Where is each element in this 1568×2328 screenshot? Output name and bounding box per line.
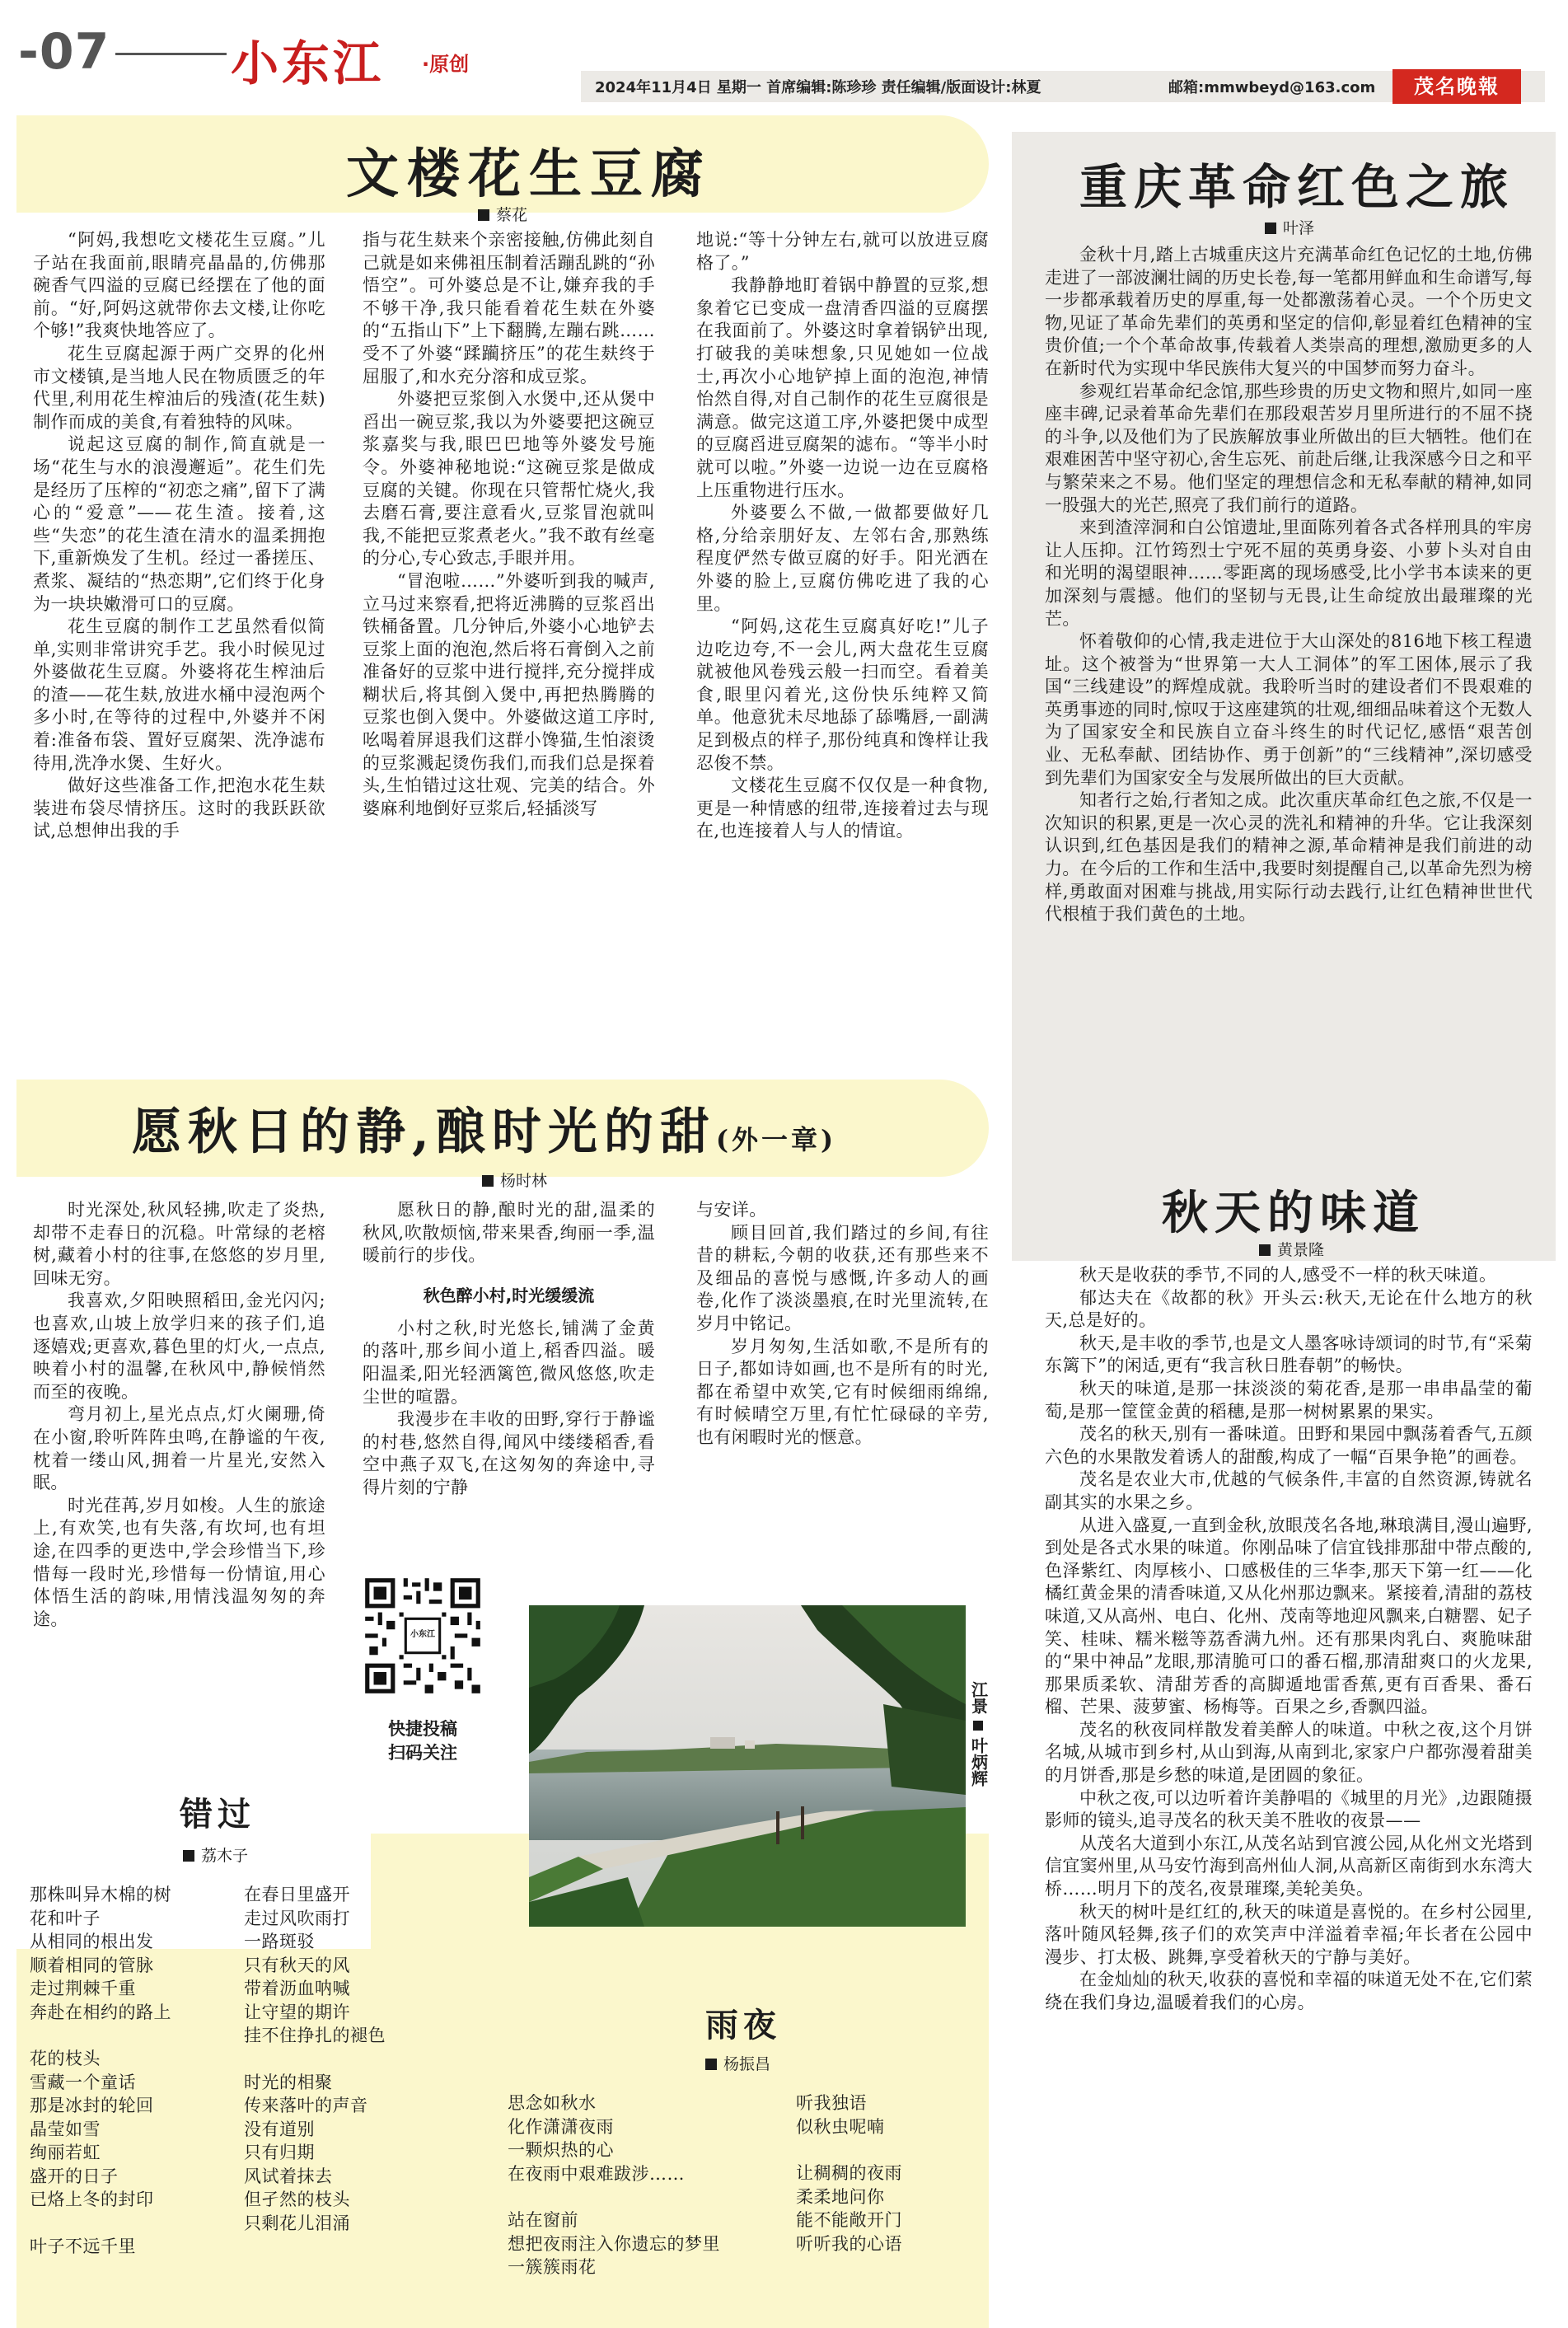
qr-line1: 快捷投稿 — [388, 1719, 457, 1739]
poem-line: 那是冰封的轮回 — [30, 2096, 154, 2115]
stanza-gap — [508, 2185, 779, 2209]
poem-line: 只有归期 — [244, 2143, 315, 2162]
art4-para: 在金灿灿的秋天,收获的喜悦和幸福的味道无处不在,它们萦绕在我们身边,温暖着我们的心房。 — [1045, 1970, 1533, 2012]
poem-line: 只剩花儿泪涌 — [244, 2213, 350, 2233]
art3-para: 愿秋日的静,酿时光的甜,温柔的秋风,吹散烦恼,带来果香,绚丽一季,温暖前行的步伐。 — [363, 1200, 655, 1266]
stanza-gap — [244, 2048, 450, 2071]
art4-para: 茂名的秋夜同样散发着美醉人的味道。中秋之夜,这个月饼名城,从城市到乡村,从山到海,从南到北,家家户户都弥漫着甜美的月饼香,那是乡愁的味道,是团圆的象征。 — [1045, 1719, 1533, 1786]
poem-line: 时光的相聚 — [244, 2072, 333, 2092]
art4-para: 秋天,是丰收的季节,也是文人墨客咏诗颂词的时节,有“采菊东篱下”的闲适,更有“我言秋日胜春朝”的畅快。 — [1045, 1333, 1533, 1376]
art4-para: 秋天的树叶是红红的,秋天的味道是喜悦的。在乡村公园里,落叶随风轻舞,孩子们的欢笑声中洋溢着幸福;年长者在公园中漫步、打太极、跳舞,享受着秋天的宁静与美好。 — [1045, 1901, 1533, 1967]
poem-line: 能不能敞开门 — [796, 2210, 902, 2230]
poem-line: 花和叶子 — [30, 1908, 101, 1928]
landscape-photo — [529, 1605, 966, 1927]
poem-line: 奔赴在相约的路上 — [30, 2002, 171, 2022]
art1-para: 外婆把豆浆倒入水煲中,还从煲中舀出一碗豆浆,我以为外婆要把这碗豆浆嘉奖与我,眼巴巴地等外婆发号施令。外婆神秘地说:“这碗豆浆是做成豆腐的关键。你现在只管帮忙烧火,我去磨石膏,要注意看火,豆浆冒泡就叫我,不能把豆浆煮老火。”我不敢有丝毫的分心,专心致志,手眼并用。 — [363, 389, 655, 569]
art6-author-name: 杨振昌 — [723, 2055, 771, 2073]
art4-para: 从茂名大道到小东江,从茂名站到官渡公园,从化州文光塔到信宜窦州里,从马安竹海到高州仙人洞,从高新区南街到水东湾大桥……明月下的茂名,夜景璀璨,美轮美奂。 — [1045, 1833, 1533, 1899]
art4-para: 郁达夫在《故都的秋》开头云:秋天,无论在什么地方的秋天,总是好的。 — [1045, 1287, 1533, 1331]
art6-col-b — [796, 2091, 985, 2255]
poem-line: 但孑然的枝头 — [244, 2190, 350, 2209]
art1-para: 说起这豆腐的制作,简直就是一场“花生与水的浪漫邂逅”。花生们先是经历了压榨的“初恋之痛”,留下了满心的“爱意”——花生渣。接着,这些“失恋”的花生渣在清水的温柔拥抱下,重新焕发了生机。经过一番搓压、煮浆、凝结的“热恋期”,它们终于化身为一块块嫩滑可口的豆腐。 — [33, 434, 325, 614]
art1-para: 做好这些准备工作,把泡水花生麸装进布袋尽情挤压。这时的我跃跃欲试,总想伸出我的手 — [33, 775, 325, 841]
art1-col1 — [33, 229, 325, 843]
art4-author — [1259, 1238, 1324, 1260]
photo-author: 叶炳辉 — [968, 1737, 989, 1787]
art2-author — [1265, 216, 1314, 238]
header-info-text: 2024年11月4日 星期一 首席编辑:陈珍珍 责任编辑/版面设计:林夏 — [595, 79, 1041, 96]
poem-line: 叶子不远千里 — [30, 2236, 136, 2256]
art3-para: 与安详。 — [696, 1200, 767, 1220]
art3-para: 我喜欢,夕阳映照稻田,金光闪闪;也喜欢,山坡上放学归来的孩子们,追逐嬉戏;更喜欢,暮色里的灯火,一点点,映着小村的温馨,在秋风中,静候悄然而至的夜晚。 — [33, 1290, 325, 1402]
art1-para: “阿妈,我想吃文楼花生豆腐。”儿子站在我面前,眼睛亮晶晶的,仿佛那碗香气四溢的豆腐已经摆在了他的面前。“好,阿妈这就带你去文楼,让你吃个够!”我爽快地答应了。 — [33, 230, 325, 341]
art1-title: 文楼花生豆腐 — [346, 143, 712, 205]
art1-col3 — [696, 229, 989, 843]
art2-para: 参观红岩革命纪念馆,那些珍贵的历史文物和照片,如同一座座丰碑,记录着革命先辈们在那段艰苦岁月里所进行的不屈不挠的斗争,以及他们为了民族解放事业所做出的巨大牺牲。他们在艰难困苦中坚守初心,舍生忘死、前赴后继,让我深感今日之和平与繁荣来之不易。他们坚定的理想信念和无私奉献的精神,如同一股强大的光芒,照亮了我们前行的道路。 — [1045, 381, 1533, 515]
poem-line: 一路斑驳 — [244, 1932, 315, 1951]
poem-line: 传来落叶的声音 — [244, 2096, 368, 2115]
art3-para: 岁月匆匆,生活如歌,不是所有的日子,都如诗如画,也不是所有的时光,都在希望中欢笑,它有时候细雨绵绵,有时候晴空万里,有忙忙碌碌的辛劳,也有闲暇时光的惬意。 — [696, 1336, 989, 1447]
poem-line: 柔柔地问你 — [796, 2186, 885, 2207]
qr-center-label: 小东江 — [410, 1630, 435, 1639]
poem-line: 没有道别 — [244, 2119, 315, 2139]
poem-line: 顺着相同的管脉 — [30, 1955, 154, 1975]
art2-para: 怀着敬仰的心情,我走进位于大山深处的816地下核工程遗址。这个被誉为“世界第一大人工洞体”的军工困体,展示了我国“三线建设”的辉煌成就。我聆听当时的建设者们不畏艰难的英勇事迹的同时,惊叹于这座建筑的壮观,细细品味着这个无数人为了国家安全和民族自立奋斗终生的时代记忆,感悟“艰苦创业、无私奉献、团结协作、勇于创新”的“三线精神”,深切感受到先辈们为国家安全与发展所做出的巨大贡献。 — [1045, 631, 1533, 788]
poem-line: 晶莹如雪 — [30, 2119, 101, 2139]
poem-line: 一颗炽热的心 — [508, 2140, 614, 2160]
art4-para: 茂名是农业大市,优越的气候条件,丰富的自然资源,铸就名副其实的水果之乡。 — [1045, 1469, 1533, 1512]
poem-line: 风试着抹去 — [244, 2166, 333, 2186]
stanza-gap — [796, 2138, 985, 2162]
art3-subhead: 秋色醉小村,时光缓缓流 — [423, 1285, 595, 1305]
qr-line2: 扫码关注 — [388, 1743, 457, 1763]
art2-author-name: 叶泽 — [1283, 219, 1315, 237]
stanza-gap — [30, 2024, 236, 2047]
poem-line: 盛开的日子 — [30, 2166, 119, 2186]
art1-author — [478, 203, 527, 225]
art3-title-suffix: (外一章) — [715, 1124, 837, 1155]
art3-author — [482, 1169, 547, 1191]
page-number: -07 — [18, 23, 110, 81]
stanza-gap — [30, 2212, 236, 2235]
art2-para: 来到渣滓洞和白公馆遗址,里面陈列着各式各样刑具的牢房让人压抑。江竹筠烈士宁死不屈的英勇身姿、小萝卜头对自由和光明的渴望眼神……零距离的现场感受,比小学书本读来的更加深刻与震撼。他们的坚韧与无畏,让生命绽放出最璀璨的光芒。 — [1045, 518, 1533, 629]
poem-line: 走过风吹雨打 — [244, 1908, 350, 1928]
poem-line: 花的枝头 — [30, 2049, 101, 2068]
art4-para: 秋天是收获的季节,不同的人,感受不一样的秋天味道。 — [1079, 1265, 1497, 1285]
landscape-photo-graphic — [529, 1605, 966, 1927]
art3-para: 顾目回首,我们踏过的乡间,有往昔的耕耘,今朝的收获,还有那些来不及细品的喜悦与感慨,许多动人的画卷,化作了淡淡墨痕,在时光里流转,在岁月中铭记。 — [696, 1222, 989, 1333]
art4-body — [1045, 1264, 1533, 2015]
art5-author — [183, 1843, 248, 1866]
art3-para: 小村之秋,时光悠长,铺满了金黄的落叶,那乡间小道上,稻香四溢。暖阳温柔,阳光轻洒篱笆,微风悠悠,吹走尘世的喧嚣。 — [363, 1318, 655, 1407]
section-name — [231, 25, 384, 94]
photo-credit — [967, 1681, 989, 1787]
art3-col2 — [363, 1199, 655, 1500]
art1-para: 外婆要么不做,一做都要做好几格,分给亲朋好友、左邻右舍,那熟练程度俨然专做豆腐的好手。阳光洒在外婆的脸上,豆腐仿佛吃进了我的心里。 — [696, 503, 989, 614]
art3-title: 愿秋日的静,酿时光的甜 — [132, 1103, 716, 1161]
poem-line: 想把夜雨注入你遗忘的梦里 — [508, 2233, 720, 2254]
section-tag: ·原创 — [422, 53, 470, 76]
poem-line: 一簇簇雨花 — [508, 2257, 597, 2277]
poem-line: 思念如秋水 — [508, 2093, 597, 2113]
poem-line: 已烙上冬的封印 — [30, 2190, 154, 2209]
art4-para: 茂名的秋天,别有一番味道。田野和果园中飘荡着香气,五颜六色的水果散发着诱人的甜酸,构成了一幅“百果争艳”的画卷。 — [1045, 1424, 1533, 1467]
art1-author-name: 蔡花 — [496, 206, 528, 224]
art3-author-name: 杨时林 — [500, 1172, 548, 1190]
header-rule-left — [115, 53, 227, 55]
art3-para: 时光深处,秋风轻拂,吹走了炎热,却带不走春日的沉稳。叶常绿的老榕树,藏着小村的往事,在悠悠的岁月里,回味无穷。 — [33, 1200, 325, 1288]
art2-body — [1045, 244, 1533, 926]
poem-line: 在春日里盛开 — [244, 1885, 350, 1904]
art3-col1 — [33, 1199, 325, 1631]
poem-line: 让稠稠的夜雨 — [796, 2163, 902, 2183]
poem-line: 在夜雨中艰难跋涉…… — [508, 2163, 685, 2184]
art6-author — [705, 2052, 770, 2074]
art4-title: 秋天的味道 — [1162, 1186, 1425, 1240]
section-name-text: 小东江 — [231, 35, 385, 91]
art6-col-a — [508, 2091, 779, 2279]
header-email: 邮箱:mmwbeyd@163.com — [1168, 79, 1376, 96]
poem-line: 挂不住挣扎的褪色 — [244, 2026, 386, 2045]
art1-para: 地说:“等十分钟左右,就可以放进豆腐格了。” — [696, 230, 989, 273]
art1-para: “阿妈,这花生豆腐真好吃!”儿子边吃边夸,不一会儿,两大盘花生豆腐就被他风卷残云般一扫而空。看着美食,眼里闪着光,这份快乐纯粹又简单。他意犹未尽地舔了舔嘴唇,一副满足到极点的样子,那份纯真和馋样让我忍俊不禁。 — [696, 616, 989, 773]
poem-line: 绚丽若虹 — [30, 2143, 101, 2162]
art3-para: 时光荏苒,岁月如梭。人生的旅途上,有欢笑,也有失落,有坎坷,也有坦途,在四季的更迭中,学会珍惜当下,珍惜每一段时光,珍惜每一份情谊,用心体悟生活的韵味,用情浅温匆匆的奔途。 — [33, 1495, 325, 1629]
photo-caption: 江景 — [968, 1681, 989, 1714]
art4-para: 秋天的味道,是那一抹淡淡的菊花香,是那一串串晶莹的葡萄,是那一筐筐金黄的稻穗,是那一树树累累的果实。 — [1045, 1378, 1533, 1422]
art4-para: 从进入盛夏,一直到金秋,放眼茂名各地,琳琅满目,漫山遍野,到处是各式水果的味道。你刚品味了信宜钱排那甜中带点酸的,色泽紫红、肉厚核小、口感极佳的三华李,那天下第一红——化橘红黄金果的清香味道,又从化州那边飘来。紧接着,清甜的荔枝味道,又从高州、电白、化州、茂南等地迎风飘来,白糖罂、妃子笑、桂味、糯米糍等荔香满九州。还有那果肉乳白、爽脆味甜的“果中神品”龙眼,那清脆可口的番石榴,那清甜爽口的火龙果,那果质柔软、清甜芳香的高脚遁地雷香蕉,更有百香果、番石榴、芒果、菠萝蜜、杨梅等。百果之乡,香飘四溢。 — [1045, 1515, 1533, 1717]
poem-line: 只有秋天的风 — [244, 1955, 350, 1975]
poem-line: 从相同的根出发 — [30, 1932, 154, 1951]
qr-code[interactable] — [361, 1574, 484, 1698]
poem-line: 带着沥血呐喊 — [244, 1979, 350, 1998]
art1-para: 我静静地盯着锅中静置的豆浆,想象着它已变成一盘清香四溢的豆腐摆在我面前了。外婆这时拿着锅铲出现,打破我的美味想象,只见她如一位战士,再次小心地铲掉上面的泡泡,神情怡然自得,对自己制作的花生豆腐很是满意。做完这道工序,外婆把煲中成型的豆腐舀进豆腐架的滤布。“等半小时就可以啦。”外婆一边说一边在豆腐格上压重物进行压水。 — [696, 275, 989, 500]
art3-title-block — [132, 1093, 836, 1164]
qr-caption — [361, 1717, 484, 1765]
art5-title: 错过 — [180, 1795, 255, 1834]
poem-line: 那株叫异木棉的树 — [30, 1885, 171, 1904]
poem-line: 听我独语 — [796, 2093, 867, 2113]
art6-title: 雨夜 — [705, 2006, 781, 2045]
art2-para: 知者行之始,行者知之成。此次重庆革命红色之旅,不仅是一次知识的积累,更是一次心灵的洗礼和精神的升华。它让我深刻认识到,红色基因是我们的精神之源,革命精神是我们前进的动力。在今后的工作和生活中,我要时刻提醒自己,以革命先烈为榜样,勇敢面对困难与挑战,用实际行动去践行,让红色精神世世代代根植于我们黄色的土地。 — [1045, 790, 1533, 925]
art1-col2 — [363, 229, 655, 820]
poem-line: 站在窗前 — [508, 2210, 578, 2230]
poem-line: 走过荆棘千重 — [30, 1979, 136, 1998]
brand-logo-text: 茂名晚報 — [1414, 75, 1500, 98]
art5-author-name: 荔木子 — [201, 1847, 249, 1865]
poem-line: 化作潇潇夜雨 — [508, 2116, 614, 2137]
art1-para: “冒泡啦……”外婆听到我的喊声,立马过来察看,把将近沸腾的豆浆舀出铁桶备置。几分钟后,外婆小心地铲去豆浆上面的泡泡,然后将石膏倒入之前准备好的豆浆中进行搅拌,充分搅拌成糊状后,将其倒入煲中,再把热腾腾的豆浆也倒入煲中。外婆做这道工序时,吆喝着屏退我们这群小馋猫,生怕滚烫的豆浆溅起烫伤我们,而我们总是探着头,生怕错过这壮观、完美的结合。外婆麻利地倒好豆浆后,轻插淡写 — [363, 570, 655, 818]
art3-para: 弯月初上,星光点点,灯火阑珊,倚在小窗,聆听阵阵虫鸣,在静谧的午夜,枕着一缕山风,拥着一片星光,安然入眠。 — [33, 1404, 325, 1493]
art4-para: 中秋之夜,可以边听着许美静唱的《城里的月光》,边跟随摄影师的镜头,追寻茂名的秋天美不胜收的夜景—— — [1045, 1787, 1533, 1831]
art1-para: 花生豆腐起源于两广交界的化州市文楼镇,是当地人民在物质匮乏的年代里,利用花生榨油后的残渣(花生麸)制作而成的美食,有着独特的风味。 — [33, 343, 325, 432]
poem-line: 似秋虫呢喃 — [796, 2116, 885, 2137]
art5-col-b — [244, 1883, 450, 2235]
art3-para: 我漫步在丰收的田野,穿行于静谧的村巷,悠然自得,闻风中缕缕稻香,看空中燕子双飞,在这匆匆的奔途中,寻得片刻的宁静 — [363, 1409, 655, 1497]
art1-para: 文楼花生豆腐不仅仅是一种食物,更是一种情感的纽带,连接着过去与现在,也连接着人与人的情谊。 — [696, 775, 989, 841]
poem-line: 雪藏一个童话 — [30, 2072, 136, 2092]
brand-logo — [1392, 69, 1521, 104]
art5-col-a — [30, 1883, 236, 2258]
art2-title: 重庆革命红色之旅 — [1079, 159, 1515, 215]
art4-author-name: 黄景隆 — [1277, 1241, 1325, 1259]
poem-line: 听听我的心语 — [796, 2233, 902, 2254]
art2-para: 金秋十月,踏上古城重庆这片充满革命红色记忆的土地,仿佛走进了一部波澜壮阔的历史长卷,每一笔都用鲜血和生命谱写,每一步都承载着历史的厚重,每一处都激荡着心灵。一个个历史文物,见证了革命先辈们的英勇和坚定的信仰,彰显着红色精神的宝贵价值;一个个革命故事,传载着人类崇高的理想,激励更多的人在新时代为实现中华民族伟大复兴的中国梦而努力奋斗。 — [1045, 245, 1533, 378]
poem-line: 让守望的期许 — [244, 2002, 350, 2022]
art1-para: 花生豆腐的制作工艺虽然看似简单,实则非常讲究手艺。我小时候见过外婆做花生豆腐。外婆将花生榨油后的渣——花生麸,放进水桶中浸泡两个多小时,在等待的过程中,外婆并不闲着:准备布袋、置好豆腐架、洗净滤布待用,洗净水煲、生好火。 — [33, 616, 325, 773]
art3-col3 — [696, 1199, 989, 1450]
art1-para: 指与花生麸来个亲密接触,仿佛此刻自己就是如来佛祖压制着活蹦乱跳的“孙悟空”。可外婆总是不让,嫌弃我的手不够干净,我只能看着花生麸在外婆的“五指山下”上下翻腾,左蹦右跳……受不了外婆“蹂躏挤压”的花生麸终于屈服了,和水充分溶和成豆浆。 — [363, 230, 655, 386]
